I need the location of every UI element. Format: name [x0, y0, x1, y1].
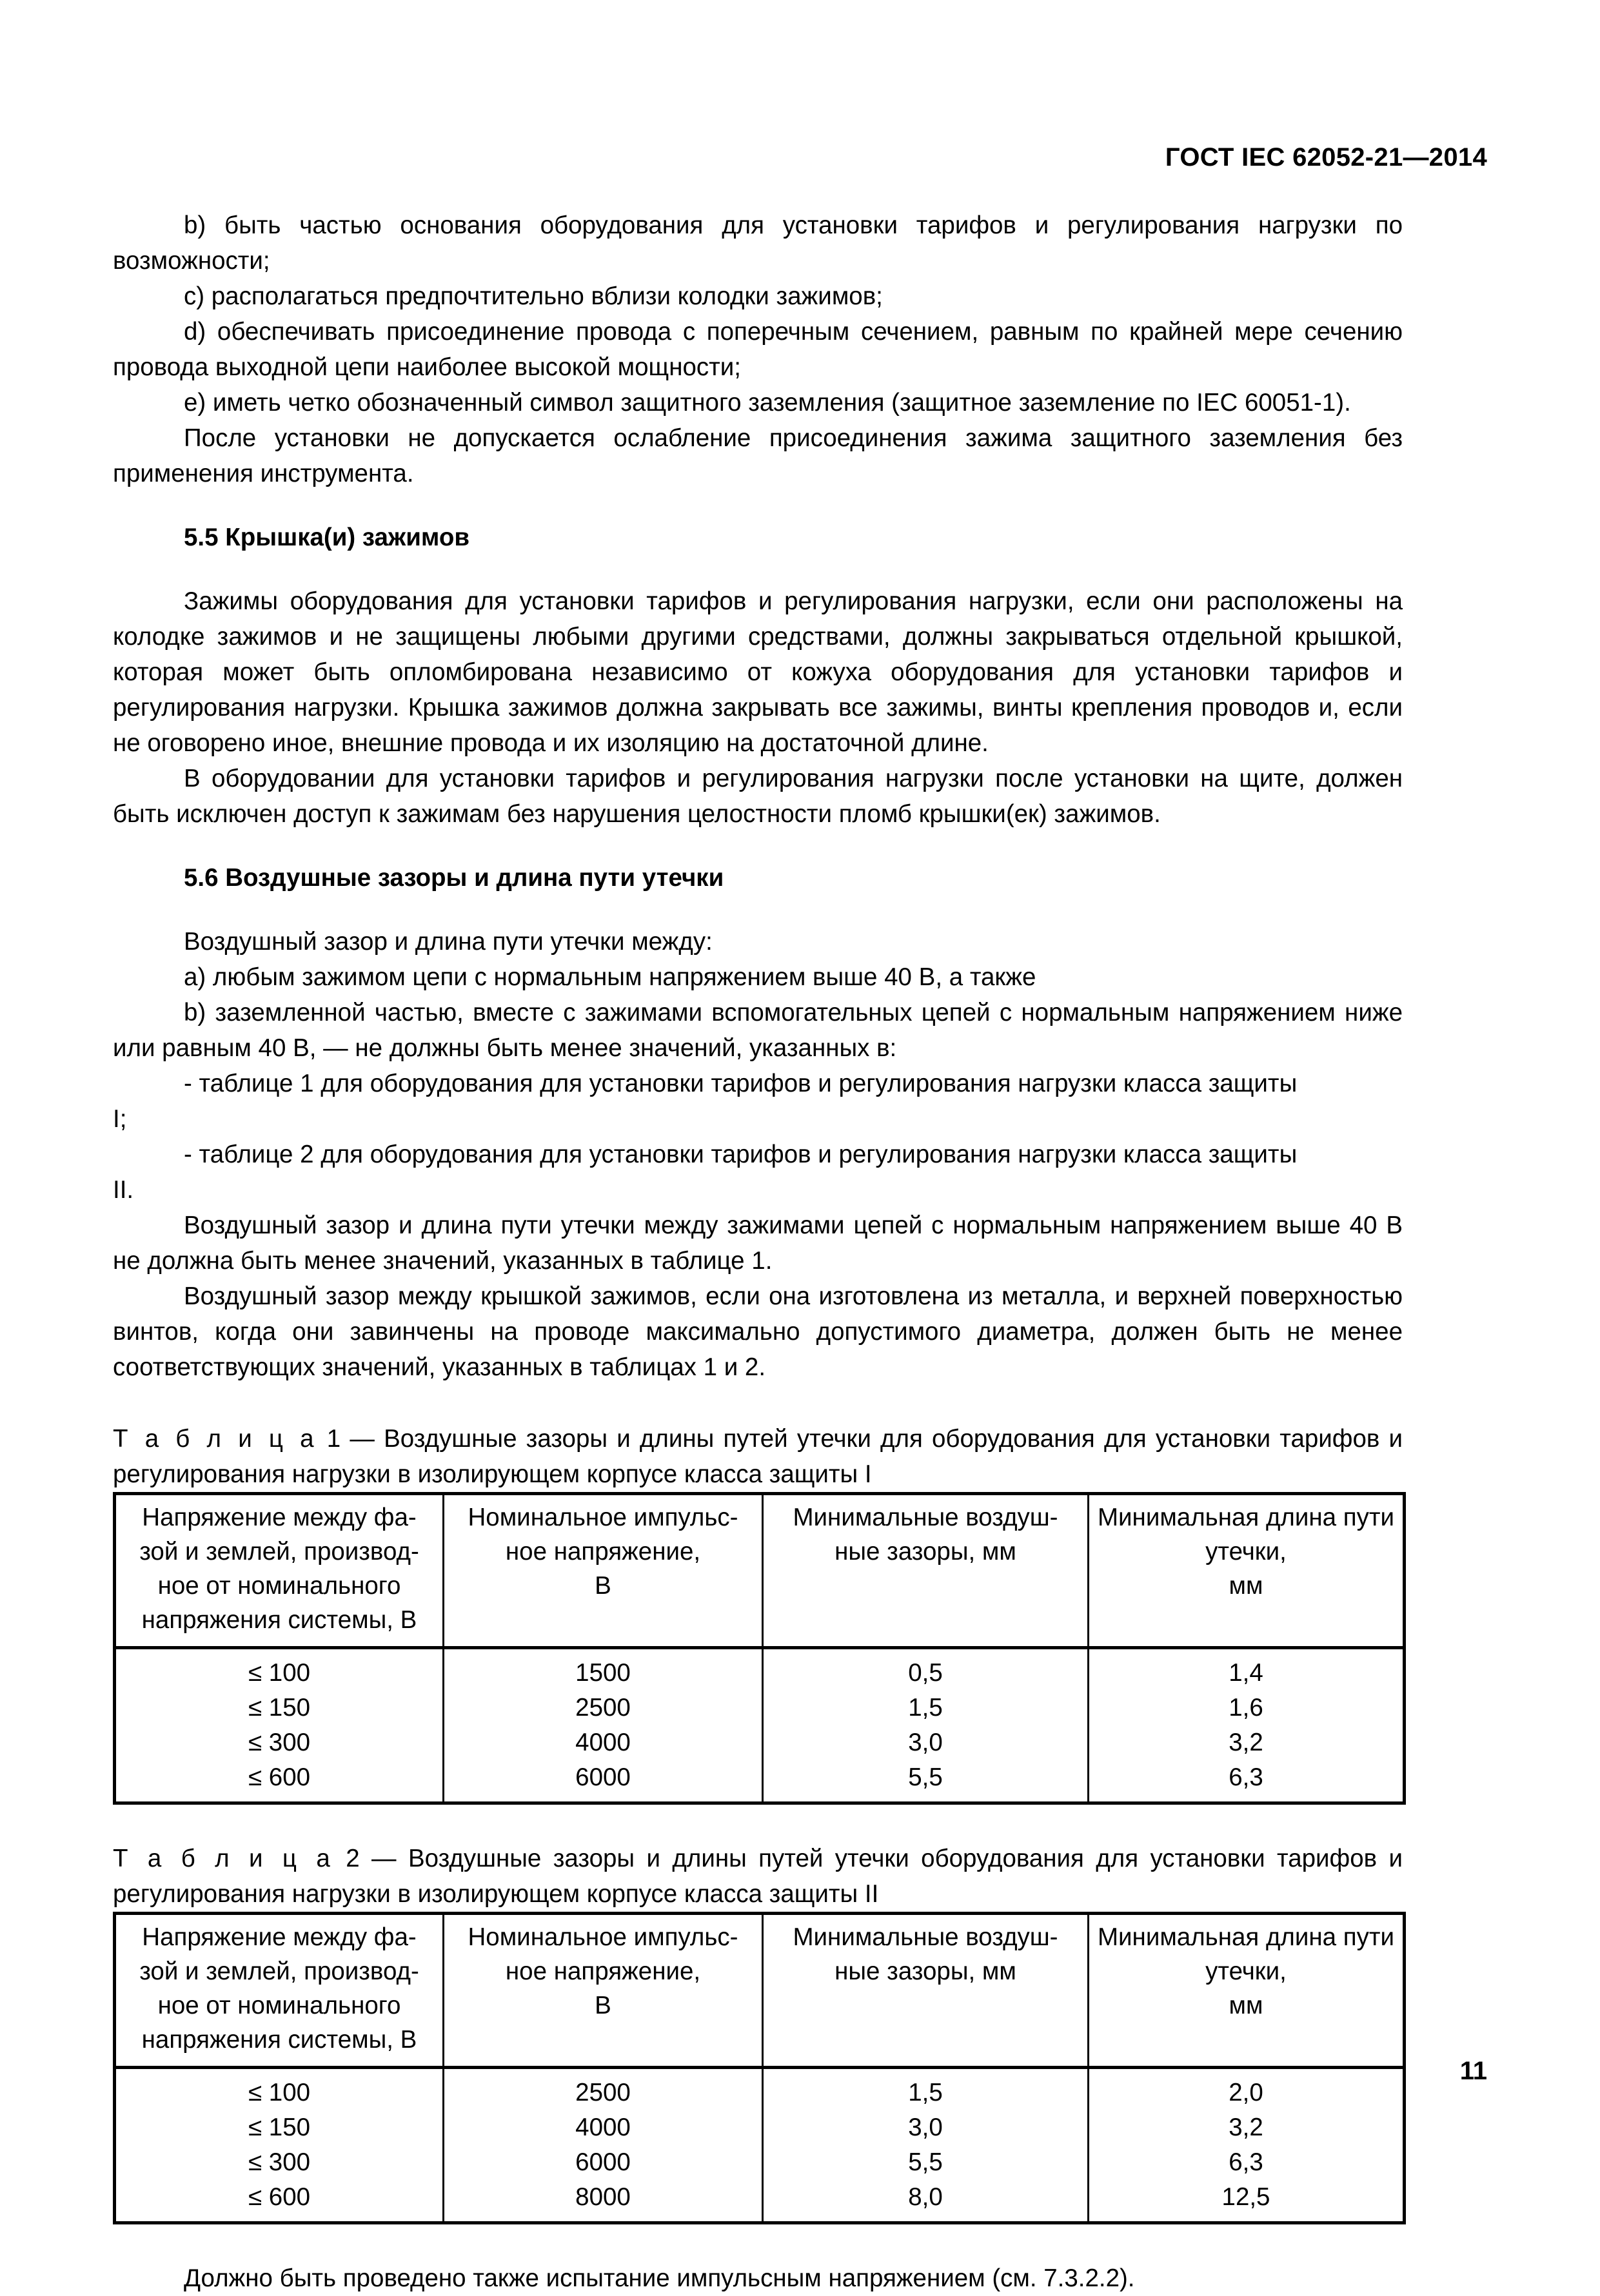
- table-cell: 6,3: [1089, 2145, 1405, 2180]
- table-row: [115, 1760, 1405, 1803]
- table-cell: 12,5: [1089, 2180, 1405, 2223]
- table-cell: 1500: [444, 1648, 763, 1691]
- table-cell: ≤ 600: [115, 1760, 444, 1803]
- table-cell: 3,2: [1089, 2110, 1405, 2145]
- table-cell: 4000: [444, 2110, 763, 2145]
- header-line: утечки,: [1205, 1957, 1287, 1985]
- header-line: ные зазоры, мм: [835, 1957, 1016, 1985]
- section-5-6-dash-1-tail: I;: [113, 1105, 127, 1133]
- header-line: Номинальное импульс-: [468, 1504, 738, 1531]
- page-number-value: 11: [1459, 2057, 1487, 2085]
- table-cell: 2,0: [1089, 2068, 1405, 2111]
- table-cell: 1,4: [1089, 1648, 1405, 1691]
- table-1: [113, 1492, 1406, 1805]
- table-1-col-header-creepage: [1089, 1494, 1405, 1648]
- header-line: мм: [1229, 1572, 1263, 1600]
- table-2-caption-text: Воздушные зазоры и длины путей утечки оборудования для установки тарифов и регулирования нагрузки в изолирующем корпусе класса защиты II: [113, 1845, 1403, 1908]
- spacer: [113, 832, 1403, 860]
- table-cell: 1,6: [1089, 1691, 1405, 1725]
- header-line: ное от номинального: [157, 1992, 401, 2019]
- closing-paragraph: Должно быть проведено также испытание импульсным напряжением (см. 7.3.2.2).: [184, 2264, 1135, 2292]
- list-item-d: d) обеспечивать присоединение провода с поперечным сечением, равным по крайней мере сечению провода выходной цепи наиболее высокой мощности;: [113, 318, 1403, 381]
- table-cell: ≤ 100: [115, 1648, 444, 1691]
- table-1-caption-text: Воздушные зазоры и длины путей утечки для оборудования для установки тарифов и регулирования нагрузки в изолирующем корпусе класса защиты I: [113, 1425, 1403, 1488]
- table-2-col-header-impulse: [444, 1914, 763, 2068]
- table-1-col-header-voltage: [115, 1494, 444, 1648]
- section-5-5-paragraph-2: В оборудовании для установки тарифов и регулирования нагрузки после установки на щите, должен быть исключен доступ к зажимам без нарушения целостности пломб крышки(ек) зажимов.: [113, 765, 1403, 828]
- standard-title: ГОСТ IEC 62052-21—2014: [1165, 143, 1487, 172]
- spacer: [113, 896, 1403, 924]
- section-5-6-dash-1: - таблице 1 для оборудования для установки тарифов и регулирования нагрузки класса защиты: [184, 1070, 1298, 1097]
- table-cell: 1,5: [763, 1691, 1089, 1725]
- table-2-caption: [113, 1841, 1403, 1912]
- header-line: Минимальные воздуш-: [793, 1923, 1058, 1951]
- document-body: [113, 208, 1403, 2296]
- table-cell: 3,0: [763, 1725, 1089, 1760]
- page-number: [0, 2057, 1600, 2086]
- table-1-col-header-clearance: [763, 1494, 1089, 1648]
- table-cell: 4000: [444, 1725, 763, 1760]
- table-cell: ≤ 300: [115, 1725, 444, 1760]
- table-cell: ≤ 600: [115, 2180, 444, 2223]
- spacer: [113, 2224, 1403, 2261]
- table-cell: 8,0: [763, 2180, 1089, 2223]
- list-item-b: b) быть частью основания оборудования для установки тарифов и регулирования нагрузки по возможности;: [113, 211, 1403, 275]
- header-line: Номинальное импульс-: [468, 1923, 738, 1951]
- table-cell: 1,5: [763, 2068, 1089, 2111]
- header-line: Напряжение между фа-: [142, 1504, 417, 1531]
- header-line: ное от номинального: [157, 1572, 401, 1600]
- header-line: зой и землей, производ-: [139, 1538, 419, 1565]
- heading-5-5: 5.5 Крышка(и) зажимов: [184, 524, 470, 551]
- table-2-header-row: [115, 1914, 1405, 2068]
- header-line: зой и землей, производ-: [139, 1957, 419, 1985]
- section-5-6-paragraph-1: Воздушный зазор и длина пути утечки между зажимами цепей с нормальным напряжением выше 40 В не должна быть менее значений, указанных в таблице 1.: [113, 1212, 1403, 1275]
- table-row: [115, 1691, 1405, 1725]
- table-cell: ≤ 150: [115, 2110, 444, 2145]
- list-item-e: e) иметь четко обозначенный символ защитного заземления (защитное заземление по IEC 60051-1).: [184, 389, 1351, 417]
- table-row: [115, 2145, 1405, 2180]
- table-1-caption-number: 1: [326, 1425, 341, 1453]
- header-line: ное напряжение,: [505, 1957, 701, 1985]
- spacer: [113, 1805, 1403, 1841]
- section-5-6-intro: Воздушный зазор и длина пути утечки между:: [184, 928, 713, 956]
- spacer: [113, 555, 1403, 584]
- spacer: [113, 1385, 1403, 1421]
- table-row: [115, 1725, 1405, 1760]
- table-cell: 6,3: [1089, 1760, 1405, 1803]
- header-line: утечки,: [1205, 1538, 1287, 1565]
- section-5-6-dash-2: - таблице 2 для оборудования для установки тарифов и регулирования нагрузки класса защиты: [184, 1141, 1298, 1168]
- header-line: В: [595, 1992, 611, 2019]
- page-header: [0, 143, 1600, 172]
- table-row: [115, 2110, 1405, 2145]
- section-5-6-paragraph-2: Воздушный зазор между крышкой зажимов, если она изготовлена из металла, и верхней поверхностью винтов, когда они завинчены на проводе максимально допустимого диаметра, должен быть не менее соответствующих значений, указанных в таблицах 1 и 2.: [113, 1282, 1403, 1381]
- section-5-5-paragraph-1: Зажимы оборудования для установки тарифов и регулирования нагрузки, если они расположены на колодке зажимов и не защищены любыми другими средствами, должны закрываться отдельной крышкой, которая может быть опломбирована независимо от кожуха оборудования для установки тарифов и регулирования нагрузки. Крышка зажимов должна закрывать все зажимы, винты крепления проводов и, если не оговорено иное, внешние провода и их изоляцию на достаточной длине.: [113, 587, 1403, 757]
- section-5-6-item-a: a) любым зажимом цепи с нормальным напряжением выше 40 В, а также: [184, 963, 1036, 991]
- header-line: В: [595, 1572, 611, 1600]
- table-2-col-header-voltage: [115, 1914, 444, 2068]
- header-line: Минимальная длина пути: [1097, 1504, 1394, 1531]
- header-line: ные зазоры, мм: [835, 1538, 1016, 1565]
- table-cell: 5,5: [763, 2145, 1089, 2180]
- table-2-caption-label: Т а б л и ц а: [113, 1845, 334, 1872]
- header-line: Минимальная длина пути: [1097, 1923, 1394, 1951]
- table-cell: 2500: [444, 2068, 763, 2111]
- table-2-col-header-creepage: [1089, 1914, 1405, 2068]
- table-cell: 6000: [444, 2145, 763, 2180]
- spacer: [113, 491, 1403, 520]
- table-cell: ≤ 150: [115, 1691, 444, 1725]
- table-2-col-header-clearance: [763, 1914, 1089, 2068]
- table-2-caption-number: 2: [346, 1845, 360, 1872]
- table-1-caption: [113, 1421, 1403, 1492]
- header-line: напряжения системы, В: [141, 2026, 417, 2054]
- table-cell: 8000: [444, 2180, 763, 2223]
- table-cell: 6000: [444, 1760, 763, 1803]
- table-1-col-header-impulse: [444, 1494, 763, 1648]
- table-1-caption-dash: —: [350, 1425, 375, 1453]
- table-cell: 3,0: [763, 2110, 1089, 2145]
- header-line: ное напряжение,: [505, 1538, 701, 1565]
- table-1-caption-label: Т а б л и ц а: [113, 1425, 318, 1453]
- paragraph-after-items: После установки не допускается ослабление присоединения зажима защитного заземления без применения инструмента.: [113, 424, 1403, 487]
- table-cell: ≤ 100: [115, 2068, 444, 2111]
- header-line: Минимальные воздуш-: [793, 1504, 1058, 1531]
- table-row: [115, 1648, 1405, 1691]
- table-row: [115, 2180, 1405, 2223]
- table-cell: ≤ 300: [115, 2145, 444, 2180]
- section-5-6-item-b: b) заземленной частью, вместе с зажимами вспомогательных цепей с нормальным напряжением ниже или равным 40 В, — не должны быть менее значений, указанных в:: [113, 999, 1403, 1062]
- heading-5-6: 5.6 Воздушные зазоры и длина пути утечки: [184, 864, 724, 892]
- table-2-caption-dash: —: [371, 1845, 397, 1872]
- section-5-6-dash-2-tail: II.: [113, 1176, 134, 1204]
- table-cell: 0,5: [763, 1648, 1089, 1691]
- table-cell: 3,2: [1089, 1725, 1405, 1760]
- header-line: Напряжение между фа-: [142, 1923, 417, 1951]
- list-item-c: c) располагаться предпочтительно вблизи колодки зажимов;: [184, 282, 883, 310]
- table-cell: 2500: [444, 1691, 763, 1725]
- table-1-header-row: [115, 1494, 1405, 1648]
- header-line: мм: [1229, 1992, 1263, 2019]
- table-cell: 5,5: [763, 1760, 1089, 1803]
- header-line: напряжения системы, В: [141, 1606, 417, 1634]
